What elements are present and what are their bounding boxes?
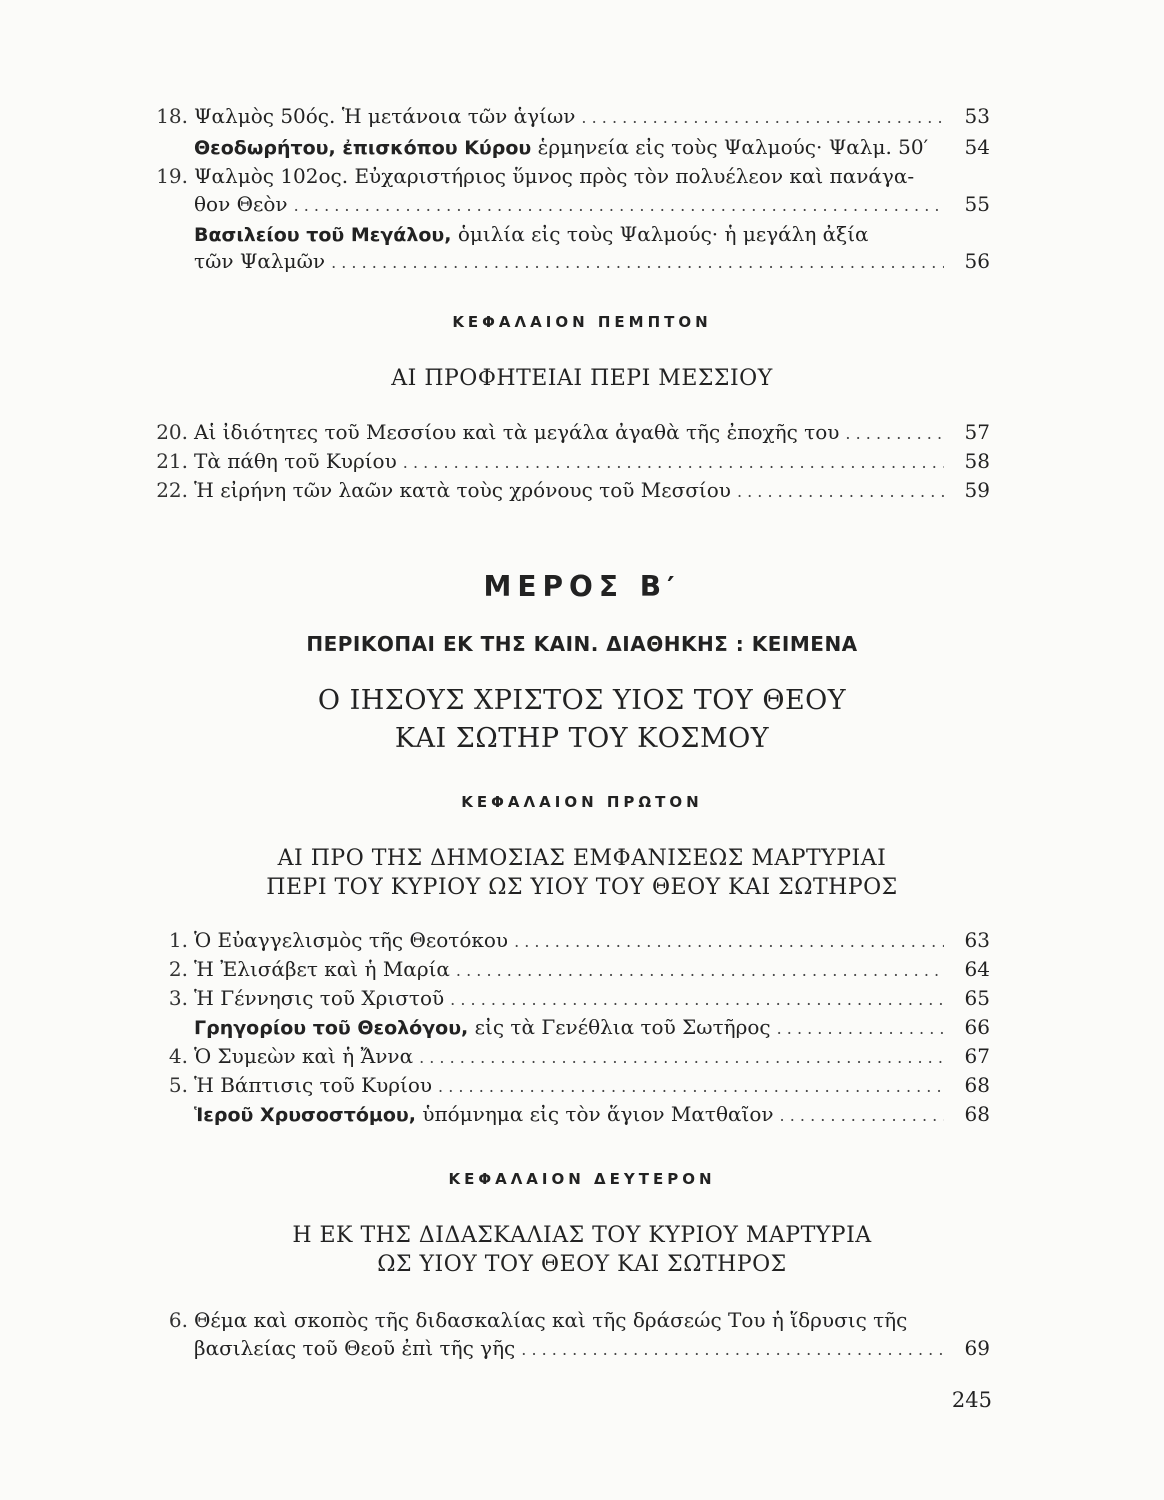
leader-dots (438, 1073, 944, 1101)
leader-dots (521, 1336, 944, 1364)
chapter-title-line2: ΠΕΡΙ ΤΟΥ ΚΥΡΙΟΥ ΩΣ ΥΙΟΥ ΤΟΥ ΘΕΟΥ ΚΑΙ ΣΩΤΗΡΟΣ (266, 875, 898, 900)
chapter-title: ΑΙ ΠΡΟΦΗΤΕΙΑΙ ΠΕΡΙ ΜΕΣΣΙΟΥ (391, 366, 773, 391)
toc-entry: θον Θεὸν . . . 55 (140, 190, 990, 218)
leader-dots (331, 249, 944, 277)
toc-entry: 4. Ὁ Συμεὼν καὶ ἡ Ἄννα . . . 67 (140, 1042, 990, 1070)
part-title-line2: ΚΑΙ ΣΩΤΗΡ ΤΟΥ ΚΟΣΜΟΥ (394, 723, 770, 754)
leader-dots (456, 957, 944, 985)
toc-entry: Θεοδωρήτου, ἐπισκόπου Κύρου ἑρμηνεία εἰς τοὺς Ψαλμούς· Ψαλμ. 50′ 54 (194, 135, 990, 159)
chapter-title-line1: ΑΙ ΠΡΟ ΤΗΣ ΔΗΜΟΣΙΑΣ ΕΜΦΑΝΙΣΕΩΣ ΜΑΡΤΥΡΙΑΙ (277, 846, 887, 871)
chapter-label: ΚΕΦΑΛΑΙΟΝ ΔΕΥΤΕΡΟΝ (448, 1170, 716, 1188)
leader-dots (514, 928, 944, 956)
leader-dots (294, 192, 944, 220)
part-title-line1: Ο ΙΗΣΟΥΣ ΧΡΙΣΤΟΣ ΥΙΟΣ ΤΟΥ ΘΕΟΥ (317, 685, 847, 716)
toc-entry: 5. Ἡ Βάπτισις τοῦ Κυρίου . . . 68 (140, 1071, 990, 1099)
toc-entry: 18. Ψαλμὸς 50ός. Ἡ μετάνοια τῶν ἁγίων . . . 53 (140, 102, 990, 130)
leader-dots (780, 1102, 944, 1130)
toc-entry: βασιλείας τοῦ Θεοῦ ἐπὶ τῆς γῆς . . . 69 (140, 1334, 990, 1362)
toc-entry: 3. Ἡ Γέννησις τοῦ Χριστοῦ . . . 65 (140, 984, 990, 1012)
leader-dots (581, 104, 944, 132)
toc-entry: 6. Θέμα καὶ σκοπὸς τῆς διδασκαλίας καὶ τῆς δράσεώς Του ἡ ἵδρυσις τῆς (168, 1308, 908, 1332)
part-heading: ΜΕΡΟΣ Β′ (483, 570, 681, 603)
toc-entry: 21. Τὰ πάθη τοῦ Κυρίου . . . 58 (140, 447, 990, 475)
toc-entry: Ἱεροῦ Χρυσοστόμου, ὑπόμνημα εἰς τὸν ἅγιον Ματθαῖον . . . 68 (140, 1100, 990, 1128)
leader-dots (737, 478, 944, 506)
page-number: 245 (951, 1388, 992, 1412)
toc-entry: 19. Ψαλμὸς 102ος. Εὐχαριστήριος ὕμνος πρὸς τὸν πολυέλεον καὶ πανάγα- (156, 164, 915, 188)
toc-entry: τῶν Ψαλμῶν . . . 56 (140, 247, 990, 275)
author-name: Θεοδωρήτου, ἐπισκόπου Κύρου (194, 137, 532, 159)
toc-entry: 1. Ὁ Εὐαγγελισμὸς τῆς Θεοτόκου . . . 63 (140, 926, 990, 954)
chapter-label: ΚΕΦΑΛΑΙΟΝ ΠΕΜΠΤΟΝ (452, 313, 712, 331)
toc-entry: Βασιλείου τοῦ Μεγάλου, ὁμιλία εἰς τοὺς Ψαλμούς· ἡ μεγάλη ἀξία (194, 222, 869, 246)
author-name: Γρηγορίου τοῦ Θεολόγου, (194, 1017, 469, 1039)
leader-dots (777, 1015, 944, 1043)
part-subheading: ΠΕΡΙΚΟΠΑΙ ΕΚ ΤΗΣ ΚΑΙΝ. ΔΙΑΘΗΚΗΣ : ΚΕΙΜΕΝΑ (306, 632, 858, 656)
leader-dots (450, 986, 944, 1014)
toc-entry: 2. Ἡ Ἐλισάβετ καὶ ἡ Μαρία . . . 64 (140, 955, 990, 983)
leader-dots (845, 420, 944, 448)
toc-entry: 20. Αἱ ἰδιότητες τοῦ Μεσσίου καὶ τὰ μεγάλα ἀγαθὰ τῆς ἐποχῆς του . . . 57 (140, 418, 990, 446)
author-name: Ἱεροῦ Χρυσοστόμου, (194, 1104, 416, 1126)
toc-entry: 22. Ἡ εἰρήνη τῶν λαῶν κατὰ τοὺς χρόνους τοῦ Μεσσίου . . . 59 (140, 476, 990, 504)
author-name: Βασιλείου τοῦ Μεγάλου, (194, 224, 452, 246)
chapter-label: ΚΕΦΑΛΑΙΟΝ ΠΡΩΤΟΝ (461, 793, 703, 811)
toc-entry: Γρηγορίου τοῦ Θεολόγου, εἰς τὰ Γενέθλια τοῦ Σωτῆρος . . . 66 (140, 1013, 990, 1041)
chapter-title-line2: ΩΣ ΥΙΟΥ ΤΟΥ ΘΕΟΥ ΚΑΙ ΣΩΤΗΡΟΣ (377, 1252, 787, 1277)
leader-dots (403, 449, 944, 477)
chapter-title-line1: Η ΕΚ ΤΗΣ ΔΙΔΑΣΚΑΛΙΑΣ ΤΟΥ ΚΥΡΙΟΥ ΜΑΡΤΥΡΙΑ (292, 1223, 872, 1248)
leader-dots (419, 1044, 944, 1072)
